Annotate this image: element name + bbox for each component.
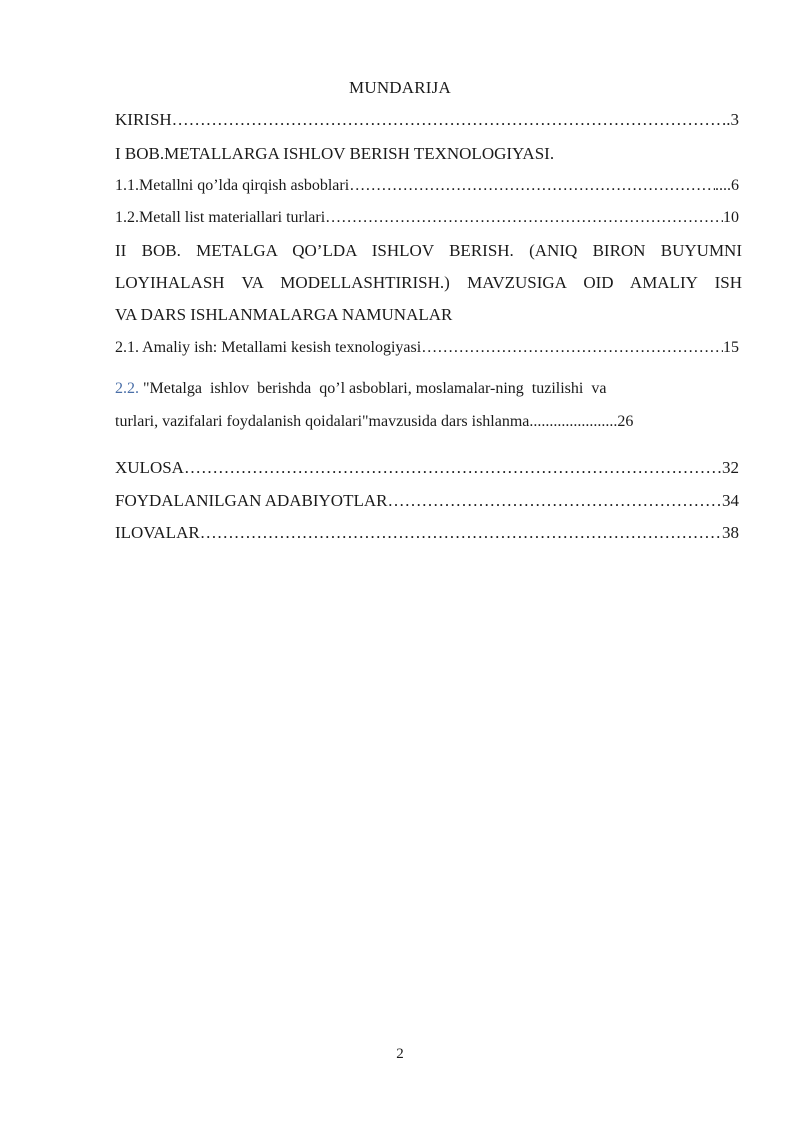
toc-entry-foydalanilgan (115, 490, 739, 512)
toc-entry-page: ....6 (715, 177, 739, 194)
toc-entry-xulosa (115, 457, 739, 479)
toc-entry-1-1 (115, 175, 739, 197)
dot-leader (387, 490, 722, 512)
toc-entry-label: 1.1.Metallni qo’lda qirqish asboblari (115, 177, 350, 194)
dot-leader (421, 337, 723, 359)
toc-heading-bob1: I BOB.METALLARGA ISHLOV BERISH TEXNOLOGIYASI. (115, 144, 555, 163)
toc-entry-page: 10 (723, 209, 739, 226)
toc-entry-label: ILOVALAR (115, 523, 200, 542)
dot-leader (184, 457, 722, 479)
dot-leader (349, 175, 715, 197)
toc-heading-bob2-line2: LOYIHALASH VA MODELLASHTIRISH.) MAVZUSIGA OID AMALIY ISH (115, 273, 742, 292)
toc-entry-label: FOYDALANILGAN ADABIYOTLAR (115, 491, 388, 510)
page-title: MUNDARIJA (349, 78, 451, 97)
toc-entry-label: "Metalga ishlov berishda qo’l asboblari, moslamalar-ning tuzilishi va (143, 380, 607, 397)
toc-entry-2-2-line2: turlari, vazifalari foydalanish qoidalari"mavzusida dars ishlanma......................26 (115, 413, 634, 430)
toc-entry-label: 2.1. Amaliy ish: Metallami kesish texnologiyasi (115, 339, 422, 356)
toc-entry-page: 15 (723, 339, 739, 356)
toc-entry-page: 34 (722, 491, 739, 510)
toc-entry-label: KIRISH (115, 110, 172, 129)
toc-entry-page: .3 (726, 110, 739, 129)
toc-heading-bob2-line3: VA DARS ISHLANMALARGA NAMUNALAR (115, 305, 453, 324)
toc-entry-1-2 (115, 207, 739, 229)
dot-leader (325, 207, 723, 229)
page-number: 2 (396, 1046, 404, 1062)
toc-heading-bob2-line1: II BOB. METALGA QO’LDA ISHLOV BERISH. (ANIQ BIRON BUYUMNI (115, 241, 742, 260)
toc-entry-page: 38 (722, 523, 739, 542)
toc-entry-label: 1.2.Metall list materiallari turlari (115, 209, 326, 226)
toc-entry-2-2-line1 (115, 378, 606, 400)
toc-entry-kirish (115, 109, 739, 131)
toc-entry-page: 32 (722, 458, 739, 477)
dot-leader (172, 109, 727, 131)
toc-entry-2-1 (115, 337, 739, 359)
toc-entry-ilovalar (115, 522, 739, 544)
toc-entry-number: 2.2. (115, 380, 139, 397)
dot-leader (200, 522, 722, 544)
toc-entry-label: XULOSA (115, 458, 184, 477)
